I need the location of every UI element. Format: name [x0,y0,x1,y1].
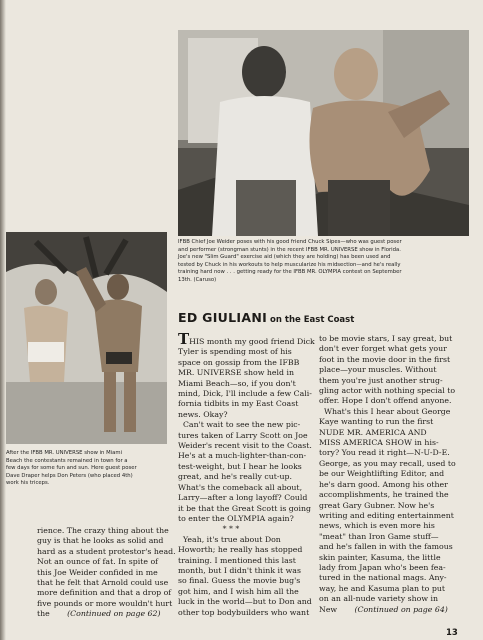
photo-weider-sipes-image [178,30,469,236]
paragraph-1: Tyler is spending most of his space on gossip from the IFBB MR. UNIVERSE show held in Miami Beach—so, if you don't mind, Dick, I'll include a few Cali- fornia tidbits in my East Coast news. Okay? [178,347,312,419]
paragraph-3: Yeah, it's true about Don Howorth; he really has stopped training. I mentioned this last month, but I didn't think it was so final. Guess the movie bug's got him, and I wish him all the luck in the world—but to Don and other top bodybuilders who want [178,534,312,617]
photo-draper-peters [6,232,167,444]
headline-subtitle: on the East Coast [270,315,355,325]
paragraph-5: What's this I hear about George Kaye wanting to run the first NUDE MR. AMERICA AND MISS AMERICA SHOW in his- tory? You read it right—N-U-D-E. George, as you may recall, used to be our Weightlifting Editor, and he's darn good. Among his other accomplishments, he trained the great Gary Gubner. Now he's writing and editing entertainment news, which is even more his "meat" than Iron Game stuff— and he's fallen in with the famous skin painter, Kasuma, the little lady from Japan who's been fea- tured in the national mags. Any- way, he and Kasuma plan to put on an all-nude variety show in New [319,406,456,614]
left-text-column [37,526,176,620]
article-headline [178,307,468,326]
drop-cap: T [178,330,190,348]
continued-page-62: (Continued on page 62) [67,609,161,619]
caption-top-photo: IFBB Chief Joe Weider poses with his good friend Chuck Sipes—who was guest poser and performer (strongman stunts) in the recent IFBB MR. UNIVERSE show in Florida. Joe's new "Slim Guard" exercise aid (which they are holding) has been used and tested by Chuck in his workouts to help muscularize his midsection—and he's really training hard now . . . getting ready for the IFBB MR. OLYMPIA contest on September 13th. (Caruso) [178,239,402,283]
section-divider-stars: * * * [222,524,240,534]
paragraph-1-first-line: HIS month my good friend Dick [189,337,315,346]
left-column-text: rience. The crazy thing about the guy is that he looks as solid and hard as a student protestor's head. Not an ounce of fat. In spite of this Joe Weider confided in me that he felt that Arnold could use more definition and that a drop of five pounds or more wouldn't hurt the [37,526,176,619]
paragraph-4: to be movie stars, I say great, but don't ever forget what gets your foot in the movie door in the first place—your muscles. Without them you're just another strug- gling actor with nothing special to offer. Hope I don't offend anyone. [319,334,456,406]
photo-draper-peters-image [6,232,167,444]
right-text-column [319,334,469,615]
middle-text-column [178,330,318,618]
page-number: 13 [446,628,458,638]
paragraph-2: Can't wait to see the new pic- tures taken of Larry Scott on Joe Weider's recent visit to the Coast. He's at a much-lighter-than-con- test-weight, but I hear he looks great, and he's really cut-up. What's the comeback all about, Larry—after a long layoff? Could it be that the Great Scott is going to enter the OLYMPIA again? [178,420,312,523]
headline-author: ED GIULIANI [178,310,268,325]
caption-left-photo: After the IFBB MR. UNIVERSE show in Miami Beach the contestants remained in town for a few days for some fun and sun. Here guest poser Dave Draper helps Don Peters (who placed 4th) work his triceps. [6,450,137,487]
photo-weider-sipes [178,30,469,236]
continued-page-64: (Continued on page 64) [354,604,448,614]
